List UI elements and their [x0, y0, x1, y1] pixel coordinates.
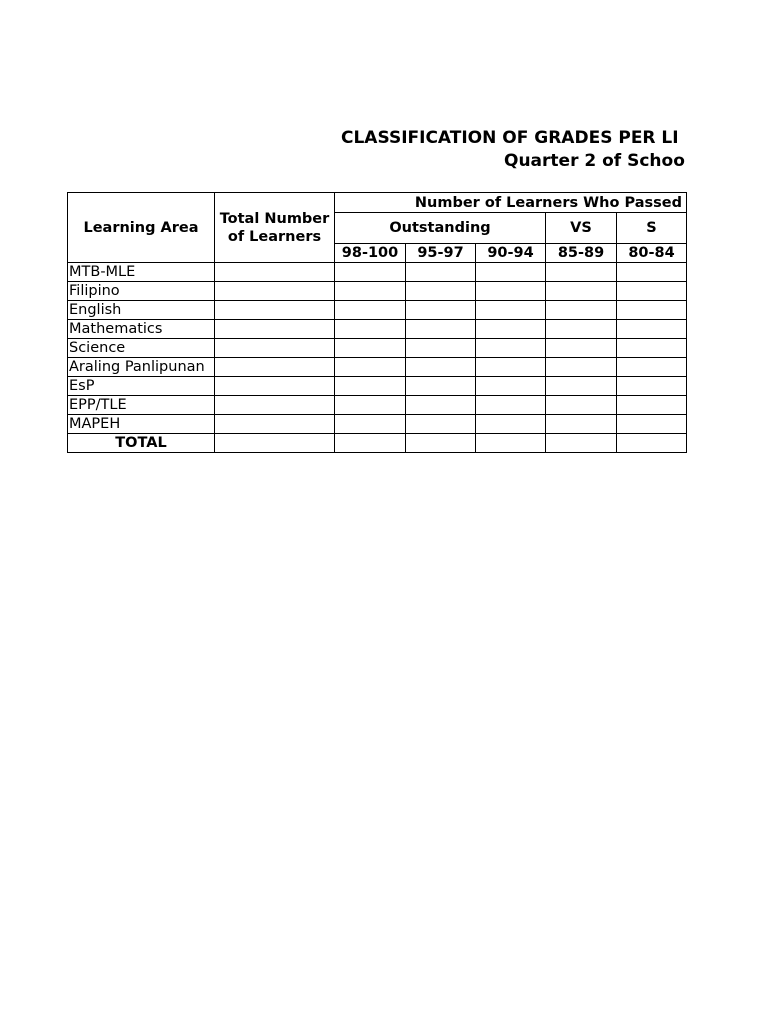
cell — [476, 282, 546, 301]
cell-total — [215, 339, 335, 358]
cell — [476, 415, 546, 434]
cell — [546, 339, 617, 358]
cell-total — [215, 396, 335, 415]
cell — [617, 434, 687, 453]
cell — [617, 320, 687, 339]
cell — [617, 282, 687, 301]
cell-total — [215, 282, 335, 301]
cell — [335, 301, 406, 320]
row-label: MAPEH — [68, 415, 215, 434]
total-label: TOTAL — [68, 434, 215, 453]
cell — [406, 320, 476, 339]
row-label: Filipino — [68, 282, 215, 301]
header-range-90-94: 90-94 — [476, 244, 546, 263]
cell — [476, 301, 546, 320]
cell — [546, 301, 617, 320]
cell-total — [215, 434, 335, 453]
cell — [335, 377, 406, 396]
row-label: English — [68, 301, 215, 320]
cell — [476, 358, 546, 377]
header-s: S — [617, 213, 687, 244]
cell-total — [215, 320, 335, 339]
table-row — [68, 263, 687, 282]
cell-total — [215, 358, 335, 377]
table-row — [68, 282, 687, 301]
cell — [617, 339, 687, 358]
table-row — [68, 339, 687, 358]
cell — [476, 434, 546, 453]
cell — [546, 396, 617, 415]
row-label: Science — [68, 339, 215, 358]
cell — [406, 358, 476, 377]
cell — [335, 434, 406, 453]
cell — [617, 358, 687, 377]
cell — [546, 415, 617, 434]
cell — [546, 320, 617, 339]
cell — [617, 415, 687, 434]
cell — [406, 301, 476, 320]
cell — [406, 415, 476, 434]
header-learning-area: Learning Area — [68, 193, 215, 263]
table-row — [68, 358, 687, 377]
total-row — [68, 434, 687, 453]
cell — [476, 377, 546, 396]
header-outstanding: Outstanding — [335, 213, 546, 244]
grades-table — [67, 192, 687, 453]
cell — [406, 263, 476, 282]
cell-total — [215, 415, 335, 434]
cell — [476, 263, 546, 282]
table-row — [68, 415, 687, 434]
cell — [406, 396, 476, 415]
row-label: MTB-MLE — [68, 263, 215, 282]
cell — [406, 339, 476, 358]
row-label: Araling Panlipunan — [68, 358, 215, 377]
table-row — [68, 320, 687, 339]
cell — [617, 263, 687, 282]
cell — [546, 377, 617, 396]
header-range-95-97: 95-97 — [406, 244, 476, 263]
header-total-learners: Total Number of Learners — [215, 193, 335, 263]
cell — [406, 282, 476, 301]
cell — [335, 358, 406, 377]
cell — [617, 301, 687, 320]
cell — [335, 320, 406, 339]
cell — [617, 396, 687, 415]
report-subtitle: Quarter 2 of Schoo — [504, 151, 685, 171]
table-row — [68, 396, 687, 415]
cell — [476, 339, 546, 358]
cell — [335, 282, 406, 301]
header-vs: VS — [546, 213, 617, 244]
cell — [406, 434, 476, 453]
cell-total — [215, 263, 335, 282]
cell — [476, 396, 546, 415]
row-label: EPP/TLE — [68, 396, 215, 415]
cell — [476, 320, 546, 339]
header-passed: Number of Learners Who Passed — [335, 193, 687, 213]
cell — [546, 434, 617, 453]
cell — [335, 396, 406, 415]
row-label: Mathematics — [68, 320, 215, 339]
cell — [617, 377, 687, 396]
cell — [335, 339, 406, 358]
cell — [546, 263, 617, 282]
report-title: CLASSIFICATION OF GRADES PER LI — [341, 128, 679, 148]
row-label: EsP — [68, 377, 215, 396]
cell — [406, 377, 476, 396]
cell — [335, 263, 406, 282]
header-range-85-89: 85-89 — [546, 244, 617, 263]
header-range-80-84: 80-84 — [617, 244, 687, 263]
cell — [546, 282, 617, 301]
cell-total — [215, 301, 335, 320]
table-row — [68, 301, 687, 320]
cell-total — [215, 377, 335, 396]
cell — [335, 415, 406, 434]
header-range-98-100: 98-100 — [335, 244, 406, 263]
table-row — [68, 377, 687, 396]
cell — [546, 358, 617, 377]
